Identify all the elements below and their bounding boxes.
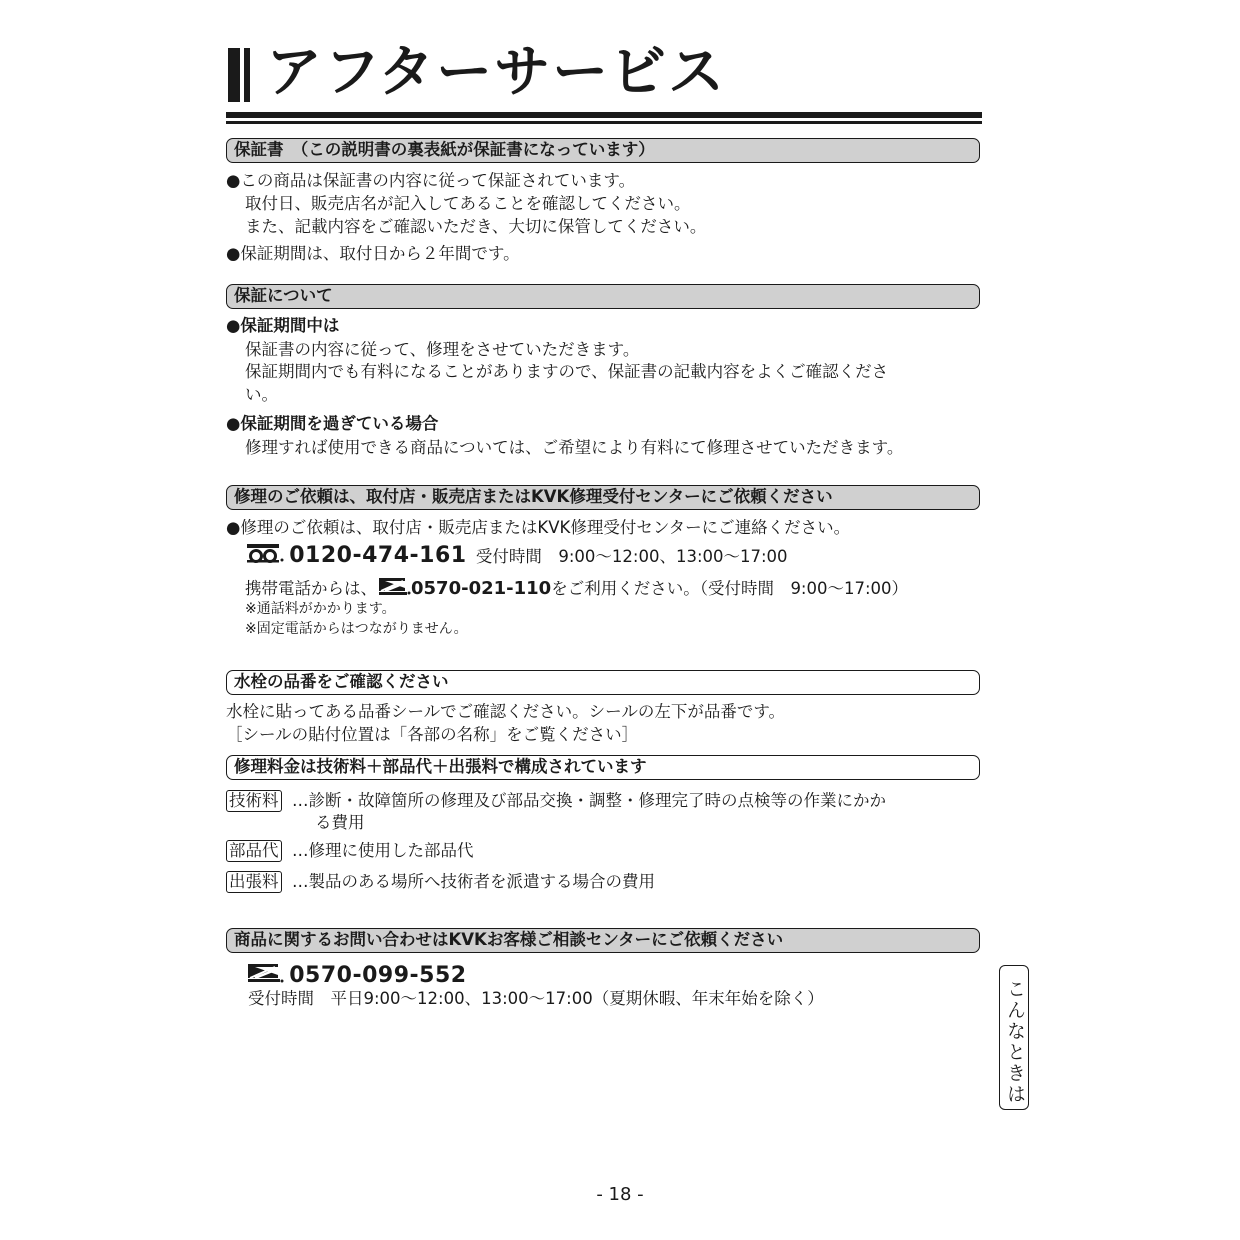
section-header-warranty-card: 保証書 （この説明書の裏表紙が保証書になっています） bbox=[226, 138, 980, 163]
section-header-model-check: 水栓の品番をご確認ください bbox=[226, 670, 980, 695]
fee-desc-parts: …修理に使用した部品代 bbox=[292, 841, 474, 860]
section-header-inquiry: 商品に関するお問い合わせはKVKお客様ご相談センターにご依頼ください bbox=[226, 928, 980, 953]
fee-desc-technical-line2: る費用 bbox=[315, 813, 365, 832]
warranty-during-line2: 保証期間内でも有料になることがありますので、保証書の記載内容をよくご確認くださ bbox=[245, 362, 889, 381]
warranty-card-bullet1-line2: 取付日、販売店名が記入してあることを確認してください。 bbox=[245, 194, 691, 213]
page-title: アフターサービス bbox=[266, 40, 727, 105]
freedial-hours: 受付時間 9:00〜12:00、13:00〜17:00 bbox=[475, 547, 788, 566]
inquiry-number[interactable]: 0570-099-552 bbox=[289, 963, 467, 988]
mobile-suffix: をご利用ください。（受付時間 9:00〜17:00） bbox=[551, 579, 909, 598]
page-number: - 18 - bbox=[596, 1184, 644, 1205]
warranty-after-heading: ●保証期間を過ぎている場合 bbox=[226, 414, 439, 433]
side-tab-troubleshooting[interactable]: こんなときは bbox=[999, 965, 1029, 1110]
freedial-number[interactable]: 0120-474-161 bbox=[289, 543, 467, 568]
fee-tag-parts: 部品代 bbox=[226, 840, 282, 862]
fee-desc-technical-line1: …診断・故障箇所の修理及び部品交換・調整・修理完了時の点検等の作業にかか bbox=[292, 791, 886, 810]
warranty-during-line3: い。 bbox=[245, 385, 278, 404]
freedial-icon bbox=[246, 543, 284, 572]
navi-dial-icon bbox=[377, 576, 411, 603]
repair-request-bullet: ●修理のご依頼は、取付店・販売店またはKVK修理受付センターにご連絡ください。 bbox=[226, 518, 851, 537]
mobile-number[interactable]: 0570-021-110 bbox=[411, 578, 552, 599]
warranty-after-line1: 修理すれば使用できる商品については、ご希望により有料にて修理させていただきます。 bbox=[245, 438, 904, 457]
fee-desc-travel: …製品のある場所へ技術者を派遣する場合の費用 bbox=[292, 872, 655, 891]
fee-tag-technical: 技術料 bbox=[226, 790, 282, 812]
warranty-during-heading: ●保証期間中は bbox=[226, 316, 340, 335]
title-bar-decoration-thin bbox=[244, 48, 250, 102]
mobile-line bbox=[245, 576, 908, 603]
warranty-card-bullet2: ●保証期間は、取付日から２年間です。 bbox=[226, 244, 520, 263]
warranty-during-line1: 保証書の内容に従って、修理をさせていただきます。 bbox=[245, 340, 640, 359]
freedial-line bbox=[246, 542, 788, 572]
fee-tag-travel: 出張料 bbox=[226, 871, 282, 893]
model-check-line1: 水栓に貼ってある品番シールでご確認ください。シールの左下が品番です。 bbox=[226, 702, 786, 721]
inquiry-hours: 受付時間 平日9:00〜12:00、13:00〜17:00（夏期休暇、年末年始を除く） bbox=[248, 989, 824, 1008]
title-rule-thin bbox=[226, 121, 982, 124]
warranty-card-bullet1-line3: また、記載内容をご確認いただき、大切に保管してください。 bbox=[245, 217, 707, 236]
section-header-warranty-about: 保証について bbox=[226, 284, 980, 309]
mobile-prefix: 携帯電話からは、 bbox=[245, 579, 377, 598]
section-header-repair-fee: 修理料金は技術料＋部品代＋出張料で構成されています bbox=[226, 755, 980, 780]
title-rule bbox=[226, 112, 982, 118]
section-header-repair-request: 修理のご依頼は、取付店・販売店またはKVK修理受付センターにご依頼ください bbox=[226, 485, 980, 510]
model-check-line2: ［シールの貼付位置は「各部の名称」をご覧ください］ bbox=[226, 725, 639, 744]
call-fee-note: ※通話料がかかります。 bbox=[245, 601, 396, 617]
landline-note: ※固定電話からはつながりません。 bbox=[245, 621, 468, 637]
warranty-card-bullet1-line1: ●この商品は保証書の内容に従って保証されています。 bbox=[226, 171, 636, 190]
title-bar-decoration bbox=[228, 48, 240, 102]
